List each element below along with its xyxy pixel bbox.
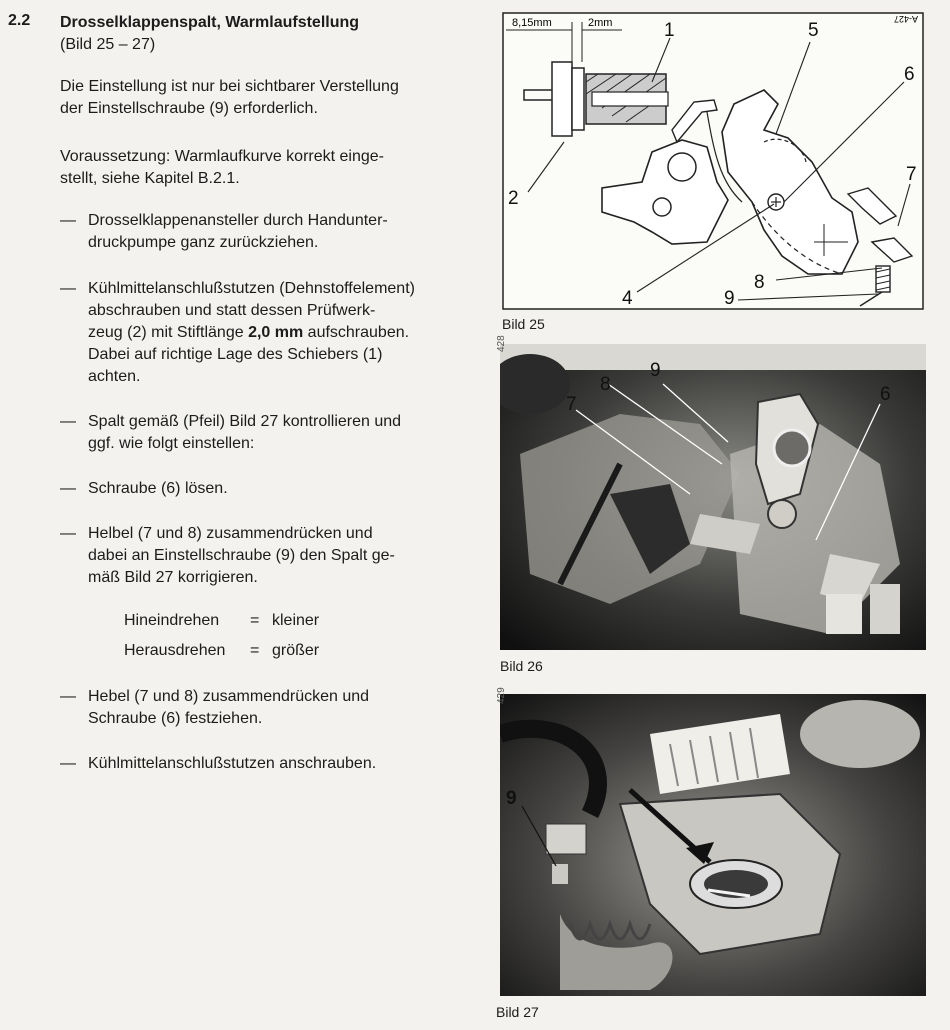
figure-26-caption: Bild 26 <box>500 658 543 674</box>
intro-line: der Einstellschraube (9) erforderlich. <box>60 100 318 117</box>
step-line: abschrauben und statt dessen Prüfwerk- <box>88 302 376 319</box>
intro-line: Die Einstellung ist nur bei sichtbarer Verstellung <box>60 78 399 95</box>
prerequisite-line: Voraussetzung: Warmlaufkurve korrekt einge- <box>60 148 384 165</box>
step-line: mäß Bild 27 korrigieren. <box>88 569 258 586</box>
section-subtitle: (Bild 25 – 27) <box>60 36 156 53</box>
step-line: Dabei auf richtige Lage des Schiebers (1) <box>88 346 383 363</box>
equals: = <box>250 612 260 629</box>
turn-in-label: Hineindrehen <box>124 612 220 629</box>
step-line: Drosselklappenansteller durch Handunter- <box>88 212 388 229</box>
prerequisite-paragraph <box>60 146 500 190</box>
step-line: Kühlmittelanschlußstutzen anschrauben. <box>88 755 377 772</box>
callout-5: 5 <box>808 20 819 41</box>
callout-9: 9 <box>724 288 735 309</box>
figure-25-drawing <box>502 12 924 310</box>
step-line: druckpumpe ganz zurückziehen. <box>88 234 319 251</box>
callout-4: 4 <box>622 288 633 309</box>
dash: — <box>60 525 76 542</box>
callout-7: 7 <box>566 394 577 415</box>
step-line: Spalt gemäß (Pfeil) Bild 27 kontrollieren und <box>88 413 402 430</box>
callout-2: 2 <box>508 188 519 209</box>
photo-number-27: 429 <box>496 687 507 704</box>
step-line: Kühlmittelanschlußstutzen (Dehnstoffelement) <box>88 280 415 297</box>
figure-25-caption: Bild 25 <box>502 316 545 332</box>
callout-8: 8 <box>600 374 611 395</box>
step-line: Schraube (6) lösen. <box>88 480 228 497</box>
step-line: zeug (2) mit Stiftlänge 2,0 mm aufschrauben. <box>88 324 410 341</box>
dash: — <box>60 688 76 705</box>
section-title: Drosselklappenspalt, Warmlaufstellung <box>60 14 360 31</box>
step-line: Schraube (6) festziehen. <box>88 710 263 727</box>
step-line: Helbel (7 und 8) zusammendrücken und <box>88 525 373 542</box>
callout-9: 9 <box>506 788 517 809</box>
dash: — <box>60 280 76 297</box>
section-number: 2.2 <box>8 12 31 29</box>
figure-27-caption: Bild 27 <box>496 1004 539 1020</box>
smaller-label: kleiner <box>272 612 320 629</box>
step-line: ggf. wie folgt einstellen: <box>88 435 255 452</box>
dash: — <box>60 212 76 229</box>
intro-paragraph <box>60 76 500 120</box>
larger-label: größer <box>272 642 320 659</box>
callout-9: 9 <box>650 360 661 381</box>
callout-7: 7 <box>906 164 917 185</box>
callout-8: 8 <box>754 272 765 293</box>
equals: = <box>250 642 260 659</box>
step-line: Hebel (7 und 8) zusammendrücken und <box>88 688 370 705</box>
callout-6: 6 <box>880 384 891 405</box>
dash: — <box>60 755 76 772</box>
turn-out-label: Herausdrehen <box>124 642 226 659</box>
dash: — <box>60 413 76 430</box>
drawing-number: A-427 <box>893 14 918 24</box>
adjust-row-smaller <box>124 612 319 630</box>
photo-number-26: 428 <box>496 335 507 352</box>
dash: — <box>60 480 76 497</box>
figure-27-photo <box>500 694 926 996</box>
pin-length: 2,0 mm <box>248 324 304 341</box>
figure-26-photo <box>500 344 926 650</box>
step-line: dabei an Einstellschraube (9) den Spalt ge- <box>88 547 395 564</box>
step-line: achten. <box>88 368 141 385</box>
callout-6: 6 <box>904 64 915 85</box>
dimension-label-8-15mm: 8,15mm <box>512 17 552 29</box>
adjust-row-larger <box>124 642 319 660</box>
callout-1: 1 <box>664 20 675 41</box>
dimension-label-2mm: 2mm <box>588 17 613 29</box>
prerequisite-line: stellt, siehe Kapitel B.2.1. <box>60 170 240 187</box>
